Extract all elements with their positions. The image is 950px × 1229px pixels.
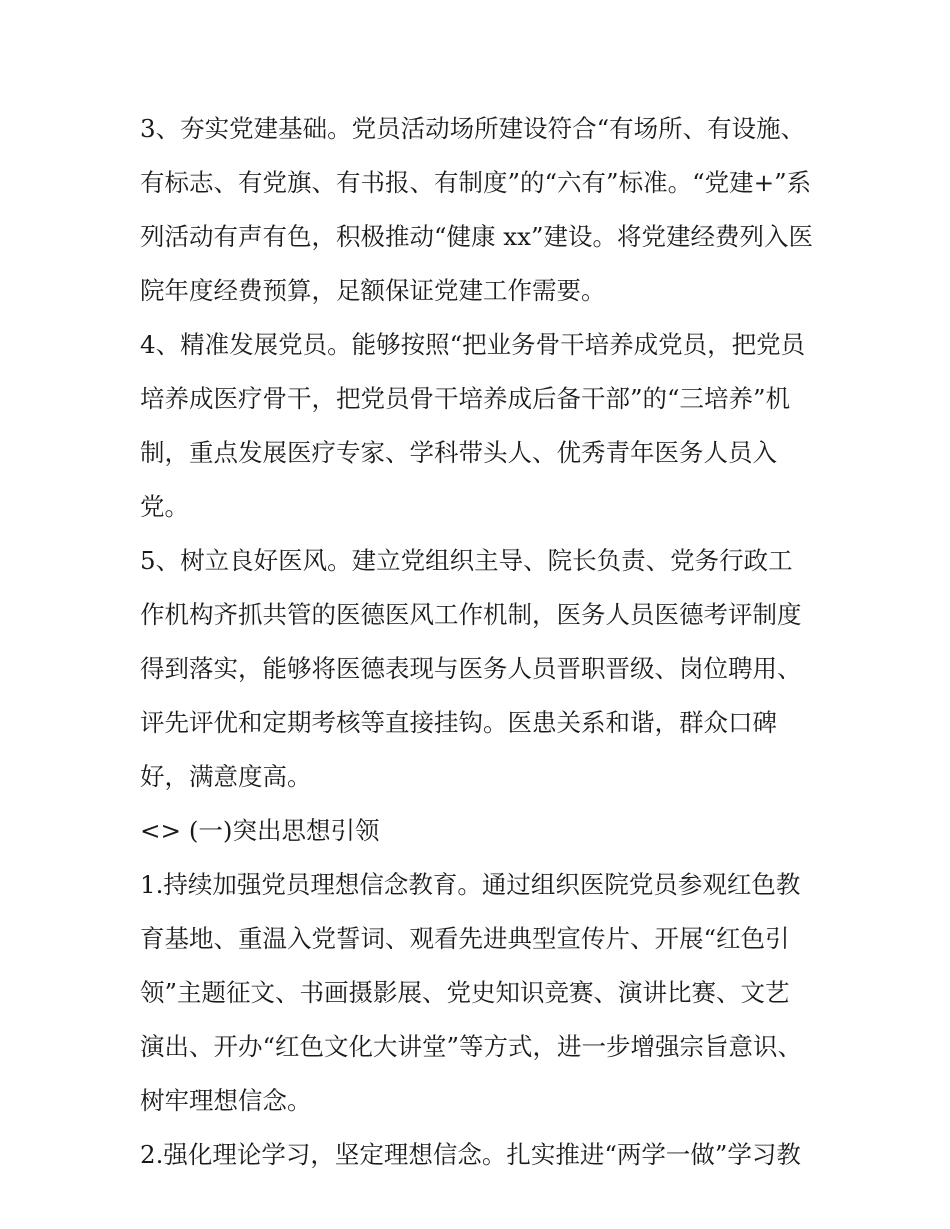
paragraph-consolidate-party-foundation — [140, 102, 820, 318]
text-line: 好，满意度高。 — [140, 762, 312, 791]
text-line: 制，重点发展医疗专家、学科带头人、优秀青年医务人员入 — [140, 438, 777, 467]
text-line: 党。 — [140, 492, 189, 521]
text-line: 院年度经费预算，足额保证党建工作需要。 — [140, 276, 606, 305]
text-line: 3、夯实党建基础。党员活动场所建设符合“有场所、有设施、 — [140, 114, 806, 143]
text-line: 得到落实，能够将医德表现与医务人员晋职晋级、岗位聘用、 — [140, 654, 802, 683]
text-line: 2.强化理论学习，坚定理想信念。扎实推进“两学一做”学习教 — [140, 1140, 801, 1169]
text-line: 有标志、有党旗、有书报、有制度”的“六有”标准。“党建+”系 — [140, 168, 812, 197]
paragraph-medical-ethics — [140, 534, 820, 804]
text-line: 演出、开办“红色文化大讲堂”等方式，进一步增强宗旨意识、 — [140, 1032, 803, 1061]
section-heading-ideological-guidance — [140, 804, 820, 858]
text-line: 育基地、重温入党誓词、观看先进典型宣传片、开展“红色引 — [140, 924, 790, 953]
text-line: 5、树立良好医风。建立党组织主导、院长负责、党务行政工 — [140, 546, 793, 575]
paragraph-develop-party-members — [140, 318, 820, 534]
paragraph-ideals-education — [140, 858, 820, 1128]
document-body — [140, 102, 820, 1182]
text-line: 4、精准发展党员。能够按照“把业务骨干培养成党员，把党员 — [140, 330, 806, 359]
text-line: 树牢理想信念。 — [140, 1086, 312, 1115]
text-line: 1.持续加强党员理想信念教育。通过组织医院党员参观红色教 — [140, 870, 801, 899]
text-line: 领”主题征文、书画摄影展、党史知识竞赛、演讲比赛、文艺 — [140, 978, 790, 1007]
text-line: 评先评优和定期考核等直接挂钩。医患关系和谐，群众口碑 — [140, 708, 777, 737]
text-line: 培养成医疗骨干，把党员骨干培养成后备干部”的“三培养”机 — [140, 384, 791, 413]
text-line: 列活动有声有色，积极推动“健康 xx”建设。将党建经费列入医 — [140, 222, 813, 251]
paragraph-theory-study — [140, 1128, 820, 1182]
text-line: 作机构齐抓共管的医德医风工作机制，医务人员医德考评制度 — [140, 600, 802, 629]
heading-line: <> (一)突出思想引领 — [140, 816, 380, 845]
